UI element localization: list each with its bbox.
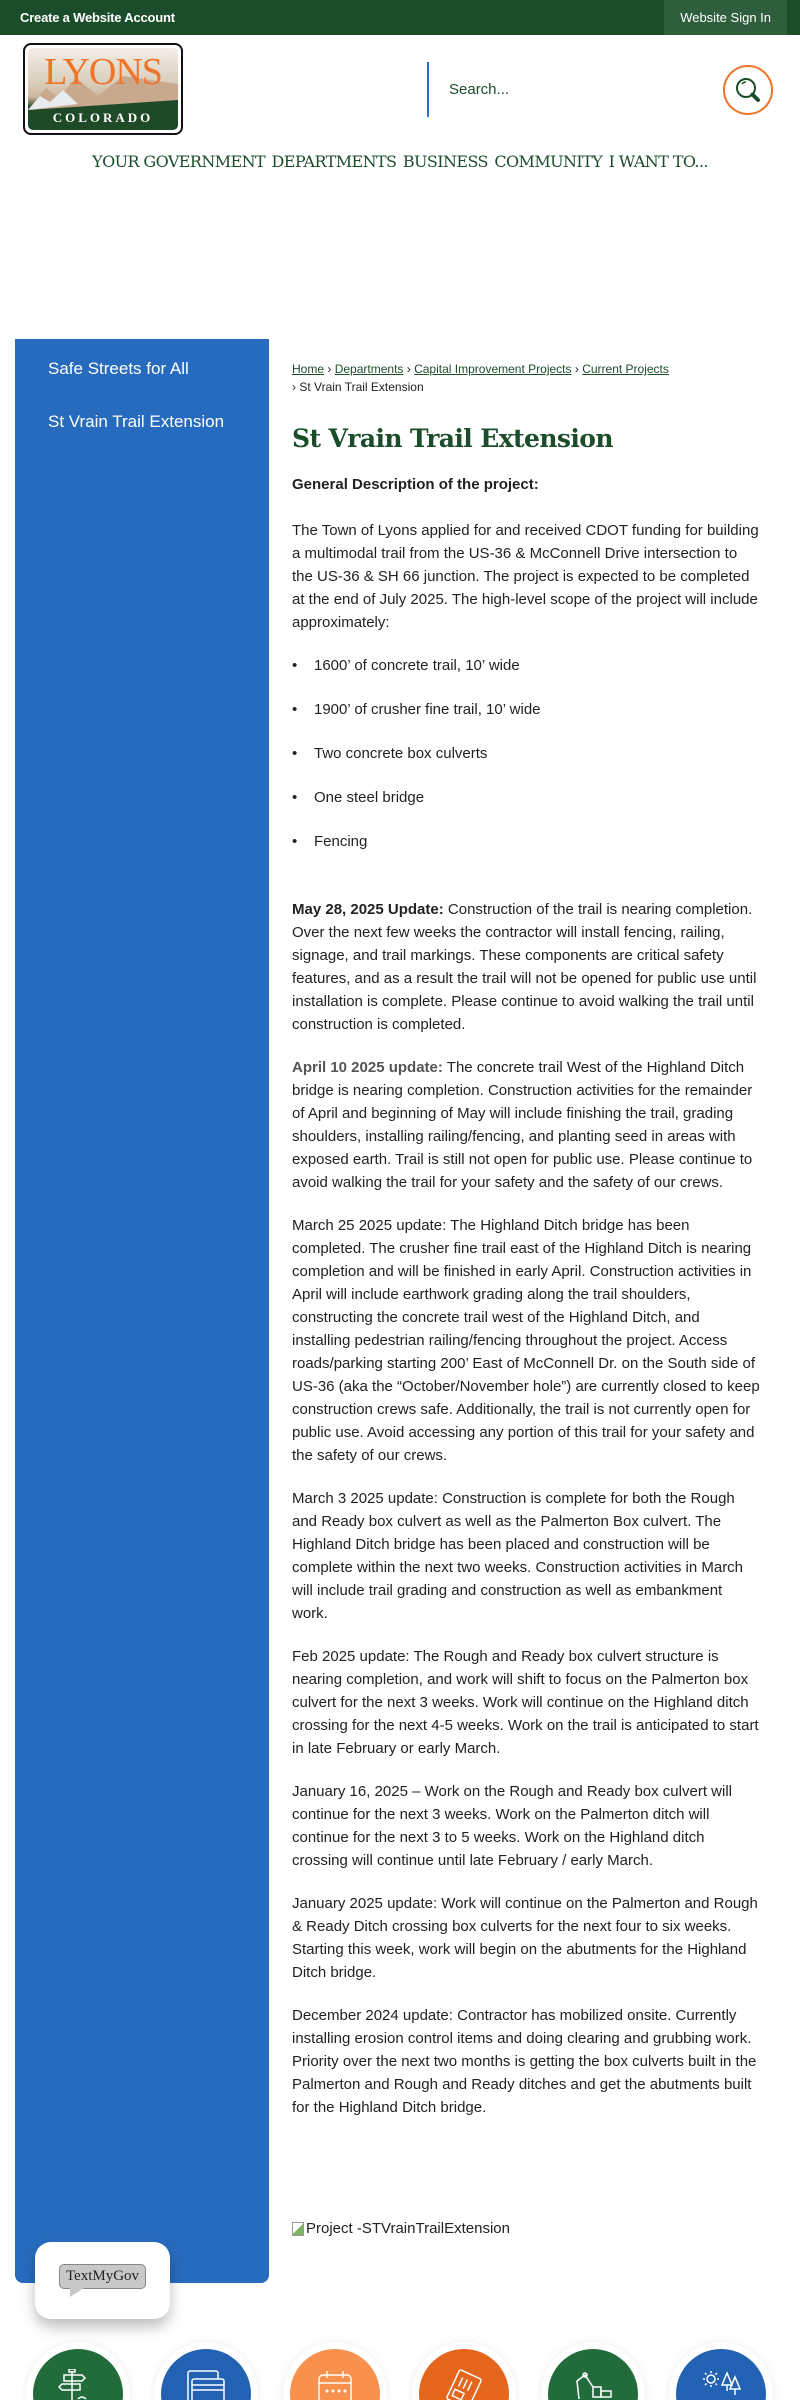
textmygov-widget[interactable] [35,2242,170,2319]
sidebar-item-st-vrain-trail[interactable]: St Vrain Trail Extension [48,412,225,431]
project-image-alt: Project -STVrainTrailExtension [306,2220,510,2237]
scope-list [292,656,762,876]
breadcrumb-separator: › [327,362,332,376]
scope-item-text: 1600’ of concrete trail, 10’ wide [314,657,520,674]
update-april-2025 [292,1056,762,1194]
payments-icon [186,2369,226,2400]
quick-link-circle [290,2349,380,2400]
sign-in-button[interactable]: Website Sign In [664,0,787,35]
search-button[interactable] [723,65,773,115]
quick-link-circle [161,2349,251,2400]
parks-icon [701,2369,741,2400]
list-item [292,656,762,700]
nav-community[interactable]: COMMUNITY [494,152,603,171]
create-account-link[interactable]: Create a Website Account [20,10,175,25]
quick-link-calendar[interactable] [283,2342,387,2400]
breadcrumb-separator: › [292,380,296,394]
main-content [292,360,762,2119]
nav-your-government[interactable]: YOUR GOVERNMENT [92,152,266,171]
breadcrumb-current: St Vrain Trail Extension [299,380,424,394]
signpost-icon [58,2369,98,2400]
update-label: April 10 2025 update: [292,1059,443,1076]
quick-link-parks[interactable] [669,2342,773,2400]
news-icon [444,2369,484,2400]
nav-i-want-to[interactable]: I WANT TO... [608,152,708,171]
nav-business[interactable]: BUSINESS [402,152,488,171]
update-text: The concrete trail West of the Highland Ditch bridge is nearing completion. Construction activities for the remainder of April and beginning of May will include finishing the trail, grading shoulders, installing railing/fencing, and planting seed in areas with exposed earth. Trail is still not open for public use. Please continue to avoid walking the trail for your safety and the safety of our crews. [292,1059,753,1191]
general-description-heading: General Description of the project: [292,476,539,493]
search-icon [733,75,763,105]
logo-image [28,48,178,130]
top-bar [0,0,800,35]
update-feb-2025: Feb 2025 update: The Rough and Ready box culvert structure is nearing completion, and work will shift to focus on the Palmerton box culvert for the next 3 weeks. Work will continue on the Highland ditch crossing for the next 4-5 weeks. Work on the trail is anticipated to start in late February or early March. [292,1648,759,1757]
update-dec-2024: December 2024 update: Contractor has mobilized onsite. Currently installing erosion control items and doing clearing and grubbing work. Priority over the next two months is getting the box culverts built in the Palmerton and Rough and Ready ditches and get the abutments built for the Highland Ditch bridge. [292,2007,757,2116]
scope-item-text: Two concrete box culverts [314,745,488,762]
quick-link-signpost[interactable] [26,2342,130,2400]
search-input[interactable] [449,81,679,98]
project-image [292,2220,510,2237]
quick-link-circle [548,2349,638,2400]
scope-item-text: 1900’ of crusher fine trail, 10’ wide [314,701,541,718]
quick-link-circle [676,2349,766,2400]
sidebar [15,339,269,2283]
breadcrumb [292,360,762,396]
list-item [292,700,762,744]
quick-link-payments[interactable] [154,2342,258,2400]
chat-bubble-icon [59,2264,146,2289]
update-jan-16-2025: January 16, 2025 – Work on the Rough and Ready box culvert will continue for the next 3 weeks. Work on the Palmerton ditch will continue for the next 3 to 5 weeks. Work on the Highland ditch crossing will continue until late February / early March. [292,1783,732,1869]
update-march-25-2025: March 25 2025 update: The Highland Ditch bridge has been completed. The crusher fine trail east of the Highland Ditch is nearing completion and will be finished in early April. Construction activities in April will include earthwork grading along the trail shoulders, constructing the concrete trail west of the Highland Ditch, and installing pedestrian railing/fencing throughout the project. Access roads/parking starting 200’ East of McConnell Dr. on the South side of US-36 (aka the “October/November hole”) are currently closed to keep construction crews safe. Additionally, the trail is not currently open for public use. Avoid accessing any portion of this trail for your safety and the safety of our crews. [292,1217,760,1464]
quick-link-construction[interactable] [541,2342,645,2400]
page-title: St Vrain Trail Extension [292,424,613,453]
update-jan-2025: January 2025 update: Work will continue on the Palmerton and Rough & Ready Ditch crossing box culverts for the next four to six weeks. Starting this week, work will begin on the abutments for the Highland Ditch bridge. [292,1895,758,1981]
scope-item-text: One steel bridge [314,789,425,806]
logo-subtitle: COLORADO [52,110,154,125]
textmygov-label: TextMyGov [65,2268,140,2284]
update-label: May 28, 2025 Update: [292,901,444,918]
breadcrumb-separator: › [406,362,411,376]
bullet: • [292,657,298,674]
update-text: Construction of the trail is nearing completion. Over the next few weeks the contractor will install fencing, railing, signage, and trail markings. These components are critical safety features, and as a result the trail will not be opened for public use until installation is complete. Please continue to avoid walking the trail until construction is completed. [292,901,757,1033]
bullet: • [292,833,298,850]
breadcrumb-separator: › [574,362,579,376]
bullet: • [292,701,298,718]
calendar-icon [315,2369,355,2400]
list-item [292,788,762,832]
quick-link-circle [419,2349,509,2400]
search-bar [427,62,687,117]
breadcrumb-capital-improvement[interactable]: Capital Improvement Projects [414,362,572,376]
scope-item-text: Fencing [314,833,368,850]
quick-link-news[interactable] [412,2342,516,2400]
update-may-2025 [292,898,762,1036]
intro-paragraph: The Town of Lyons applied for and received CDOT funding for building a multimodal trail from the US-36 & McConnell Drive intersection to the US-36 & SH 66 junction. The project is expected to be completed at the end of July 2025. The high-level scope of the project will include approximately: [292,522,759,631]
logo-title: LYONS [44,51,162,93]
quick-link-circle [33,2349,123,2400]
lyons-logo[interactable] [23,43,183,135]
bullet: • [292,789,298,806]
main-navigation [0,152,800,172]
list-item [292,744,762,788]
broken-image-icon [292,2222,304,2236]
update-march-3-2025: March 3 2025 update: Construction is complete for both the Rough and Ready box culvert as well as the Palmerton Box culvert. The Highland Ditch bridge has been placed and construction will be complete within the next two weeks. Construction activities in March will include trail grading and construction as well as embankment work. [292,1490,744,1622]
breadcrumb-home[interactable]: Home [292,362,325,376]
excavator-icon [573,2369,613,2400]
breadcrumb-current-projects[interactable]: Current Projects [582,362,669,376]
sidebar-item-safe-streets[interactable]: Safe Streets for All [48,359,189,378]
breadcrumb-departments[interactable]: Departments [334,362,404,376]
list-item [292,832,762,876]
nav-departments[interactable]: DEPARTMENTS [271,152,397,171]
bullet: • [292,745,298,762]
